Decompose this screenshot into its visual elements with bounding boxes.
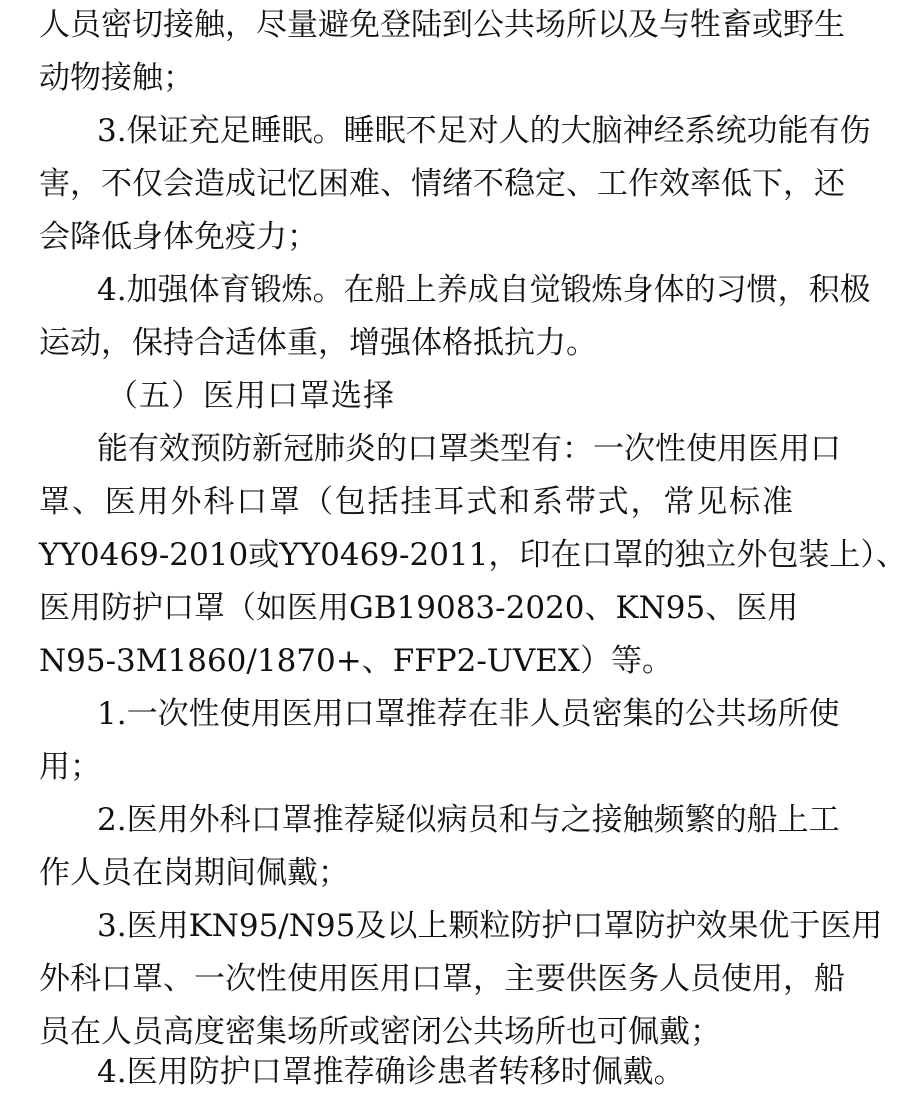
text-line-2: 动物接触； [39,60,194,96]
text-line-3: 3.保证充足睡眠。睡眠不足对人的大脑神经系统功能有伤 [97,113,871,149]
text-line-18: 3.医用KN95/N95及以上颗粒防护口罩防护效果优于医用 [97,908,883,944]
text-line-9: 能有效预防新冠肺炎的口罩类型有：一次性使用医用口 [97,431,841,467]
text-line-11: YY0469-2010或YY0469-2011，印在口罩的独立外包装上）、 [39,537,907,573]
text-line-7: 运动，保持合适体重，增强体格抵抗力。 [39,325,597,361]
text-line-14: 1.一次性使用医用口罩推荐在非人员密集的公共场所使 [97,696,840,732]
text-line-6: 4.加强体育锻炼。在船上养成自觉锻炼身体的习惯，积极 [97,272,871,308]
section-heading: （五）医用口罩选择 [107,378,395,414]
text-line-1: 人员密切接触，尽量避免登陆到公共场所以及与牲畜或野生 [39,7,845,43]
text-line-16: 2.医用外科口罩推荐疑似病员和与之接触频繁的船上工 [97,802,840,838]
text-line-17: 作人员在岗期间佩戴； [39,855,349,891]
text-line-15: 用； [39,749,101,785]
text-line-4: 害，不仅会造成记忆困难、情绪不稳定、工作效率低下，还 [39,166,845,202]
text-line-21: 4.医用防护口罩推荐确诊患者转移时佩戴。 [97,1054,685,1090]
text-line-19: 外科口罩、一次性使用医用口罩，主要供医务人员使用，船 [39,961,845,997]
text-line-20: 员在人员高度密集场所或密闭公共场所也可佩戴； [39,1014,721,1050]
text-line-13: N95-3M1860/1870+、FFP2-UVEX）等。 [39,643,674,679]
text-line-5: 会降低身体免疫力； [39,219,318,255]
text-line-12: 医用防护口罩（如医用GB19083-2020、KN95、医用 [39,590,799,626]
text-line-10: 罩、医用外科口罩（包括挂耳式和系带式，常见标准 [39,484,793,520]
